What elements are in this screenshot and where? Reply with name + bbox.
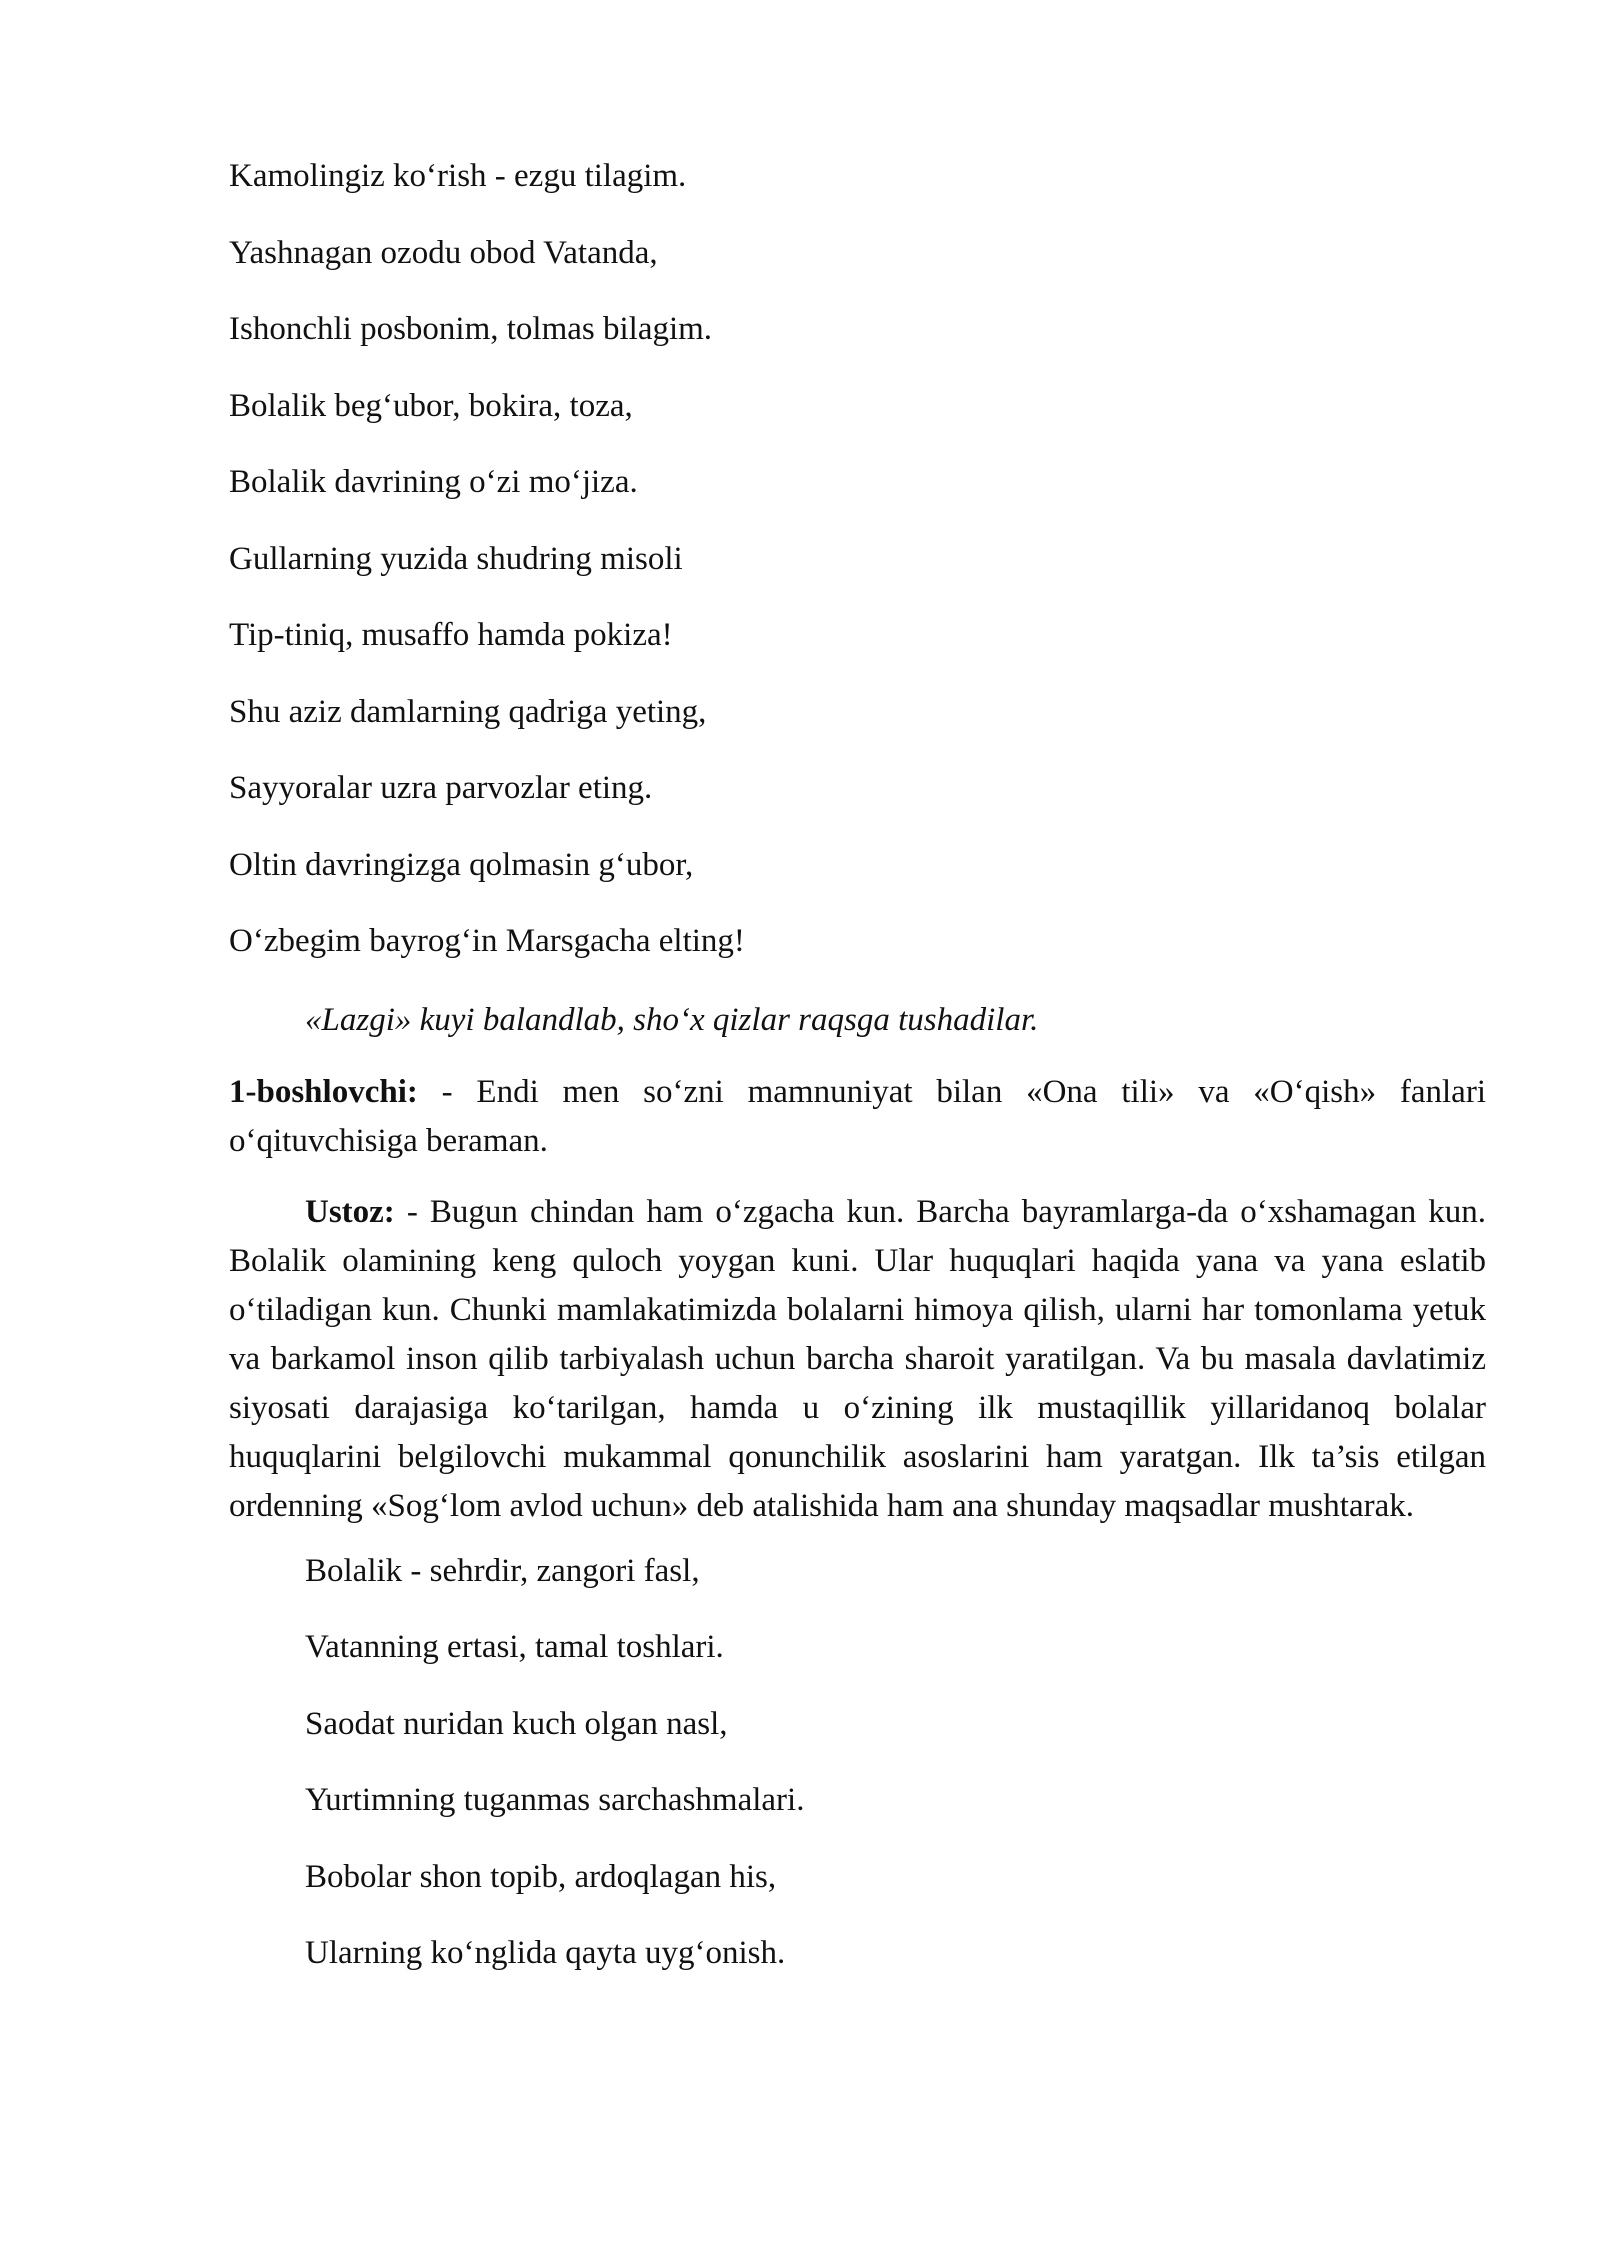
poem-line: Oltin davringizga qolmasin g‘ubor, — [229, 846, 694, 883]
speaker-label-teacher: Ustoz: — [305, 1193, 395, 1230]
poem-line: Bolalik davrining o‘zi mo‘jiza. — [229, 464, 638, 500]
poem-line: Yurtimning tuganmas sarchashmalari. — [305, 1782, 805, 1818]
poem-line: Kamolingiz ko‘rish - ezgu tilagim. — [229, 158, 687, 194]
document-body — [229, 148, 1486, 2002]
poem-line: Bolalik - sehrdir, zangori fasl, — [305, 1552, 700, 1589]
teacher-speech-text: - Bugun chindan ham o‘zgacha kun. Barcha bayramlarga-da o‘xshamagan kun. Bolalik olamining keng quloch yoygan kuni. Ular huquqlari haqida yana va yana eslatib o‘tiladigan kun. Chunki mamlakatimizda bolalarni himoya qilish, ularni har tomonlama yetuk va barkamol inson qilib tarbiyalash uchun barcha sharoit yaratilgan. Va bu masala davlatimiz siyosati darajasiga ko‘tarilgan, hamda u o‘zining ilk mustaqillik yillaridanoq bolalar huquqlarini belgilovchi mukammal qonunchilik asoslarini ham yaratgan. Ilk ta’sis etilgan ordenning «Sog‘lom avlod uchun» deb atalishida ham ana shunday maqsadlar mushtarak. — [229, 1193, 1486, 1524]
poem-line: Shu aziz damlarning qadriga yeting, — [229, 693, 707, 730]
poem-line: Bolalik beg‘ubor, bokira, toza, — [229, 387, 633, 424]
poem-line: Saodat nuridan kuch olgan nasl, — [305, 1705, 728, 1742]
poem-stanza-1 — [229, 148, 1486, 990]
host-speech-text: - Endi men so‘zni mamnuniyat bilan «Ona tili» va «O‘qish» fanlari o‘qituvchisiga beraman. — [229, 1073, 1486, 1159]
poem-line: Sayyoralar uzra parvozlar eting. — [229, 770, 653, 806]
stage-direction: «Lazgi» kuyi balandlab, sho‘x qizlar raqsga tushadilar. — [305, 1001, 1039, 1038]
poem-line: Yashnagan ozodu obod Vatanda, — [229, 234, 658, 271]
speaker-label-host: 1-boshlovchi: — [229, 1073, 418, 1110]
host-speech-paragraph — [229, 1068, 1486, 1166]
teacher-speech-paragraph — [229, 1188, 1486, 1531]
poem-line: Tip-tiniq, musaffo hamda pokiza! — [229, 617, 673, 653]
poem-line: Gullarning yuzida shudring misoli — [229, 540, 683, 577]
poem-line: Vatanning ertasi, tamal toshlari. — [305, 1629, 724, 1665]
poem-line: Ularning ko‘nglida qayta uyg‘onish. — [305, 1935, 786, 1971]
poem-line: Bobolar shon topib, ardoqlagan his, — [305, 1858, 777, 1895]
poem-stanza-2 — [229, 1543, 1486, 2002]
poem-line: Ishonchli posbonim, tolmas bilagim. — [229, 311, 713, 347]
poem-line: O‘zbegim bayrog‘in Marsgacha elting! — [229, 923, 745, 959]
